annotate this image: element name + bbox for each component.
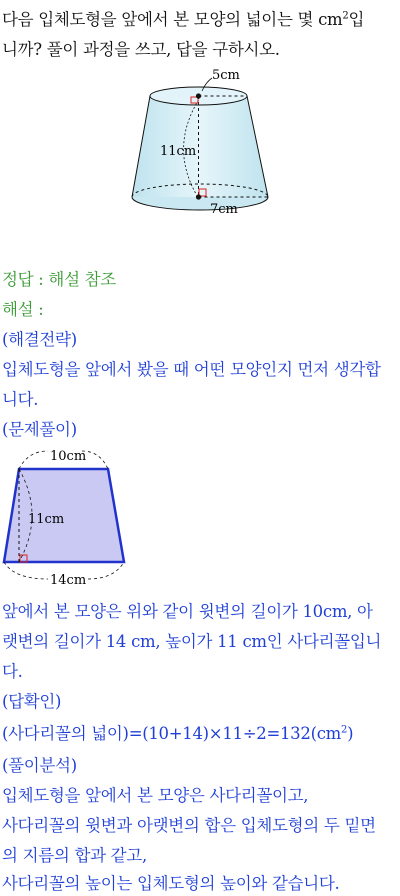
question-text-1: 다음 입체도형을 앞에서 본 모양의 넓이는 몇 cm	[2, 10, 343, 29]
analysis-line-4: 사다리꼴의 높이는 입체도형의 높이와 같습니다.	[2, 874, 340, 893]
strategy-line-2: 니다.	[2, 390, 39, 409]
analysis-line-1: 입체도형을 앞에서 본 모양은 사다리꼴이고,	[2, 786, 309, 805]
cone-height-label: 11cm	[160, 144, 197, 159]
analysis-line-2: 사다리꼴의 윗변과 아랫변의 합은 입체도형의 두 밑면	[2, 816, 376, 835]
check-formula-end: )	[347, 724, 354, 743]
question-text-1-end: 입	[348, 10, 365, 29]
answer-label: 정답 : 해설 참조	[2, 270, 116, 289]
solution-line-1: 앞에서 본 모양은 위와 같이 윗변의 길이가 10cm, 아	[2, 602, 373, 621]
check-formula-sup: 2	[341, 724, 348, 736]
solution-heading: (문제풀이)	[2, 420, 77, 439]
check-formula	[2, 720, 353, 744]
trapezoid-top-label: 10cm	[50, 449, 87, 464]
question-sup: 2	[342, 10, 349, 22]
check-formula-text: (사다리꼴의 넓이)=(10+14)×11÷2=132(cm	[2, 724, 341, 743]
bottom-radius-label: 7cm	[210, 202, 238, 217]
explanation-label: 해설 :	[2, 300, 44, 319]
solution-line-3: 다.	[2, 662, 23, 681]
solution-line-2: 랫변의 길이가 14 cm, 높이가 11 cm인 사다리꼴입니	[2, 632, 382, 651]
strategy-line-1: 입체도형을 앞에서 봤을 때 어떤 모양인지 먼저 생각합	[2, 360, 381, 379]
question-line-1	[2, 6, 364, 30]
truncated-cone-figure	[130, 64, 280, 224]
analysis-line-3: 의 지름의 합과 같고,	[2, 846, 147, 865]
question-line-2: 니까? 풀이 과정을 쓰고, 답을 구하시오.	[2, 40, 280, 59]
analysis-heading: (풀이분석)	[2, 756, 77, 775]
trapezoid-figure	[0, 445, 135, 590]
check-heading: (답확인)	[2, 692, 62, 711]
top-radius-label: 5cm	[212, 68, 240, 83]
cone-body	[132, 96, 268, 197]
trapezoid-height-label: 11cm	[28, 512, 65, 527]
trapezoid-bottom-label: 14cm	[50, 573, 87, 588]
strategy-heading: (해결전략)	[2, 330, 77, 349]
